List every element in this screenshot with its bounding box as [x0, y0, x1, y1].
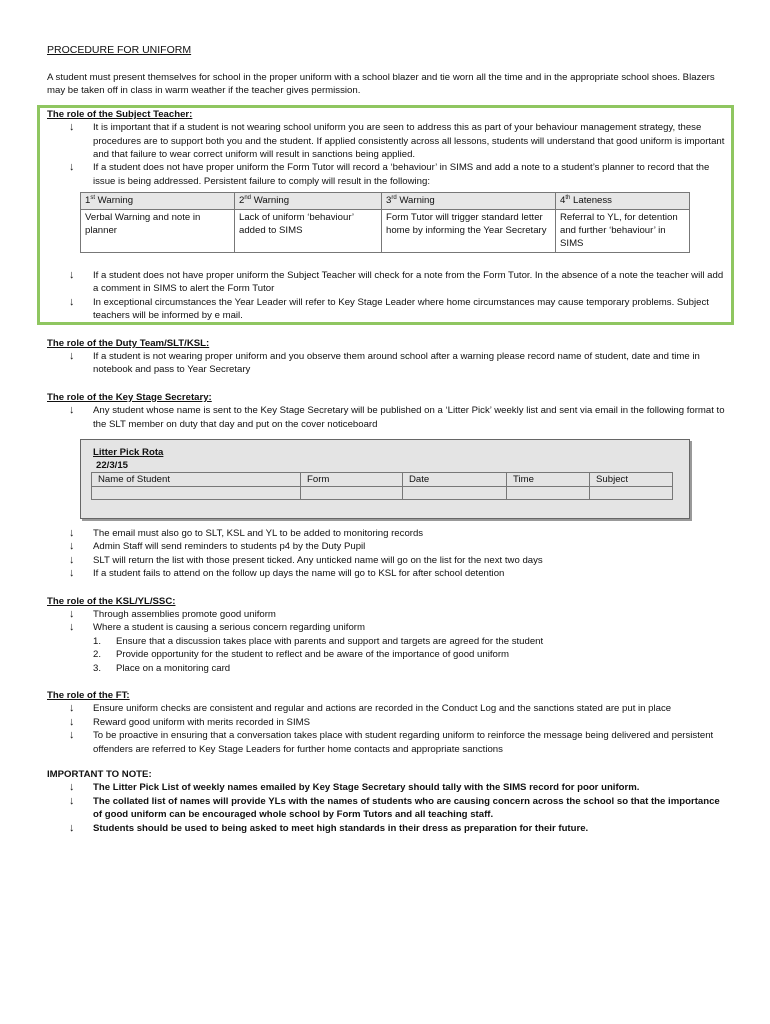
- warning-header-4: 4th Lateness: [556, 193, 690, 209]
- ksl-bullets: [47, 608, 727, 635]
- list-item: ↓ In exceptional circumstances the Year Leader will refer to Key Stage Leader where home circumstances may cause temporary problems. Subject teachers will be informed by e mail.: [69, 295, 709, 322]
- list-item: ↓ Through assemblies promote good uniform: [69, 607, 276, 620]
- list-item: ↓ Students should be used to being asked to meet high standards in their dress as preparation for their future.: [69, 821, 589, 834]
- ft-heading: The role of the FT:: [47, 690, 130, 701]
- down-arrow-icon: ↓: [69, 121, 75, 134]
- list-item: ↓ The Litter Pick List of weekly names emailed by Key Stage Secretary should tally with the SIMS record for poor uniform.: [69, 781, 640, 794]
- important-heading: IMPORTANT TO NOTE:: [47, 769, 152, 781]
- list-item: ↓ The email must also go to SLT, KSL and YL to be added to monitoring records: [69, 526, 424, 539]
- litter-pick-rota: [80, 439, 690, 519]
- table-row: [92, 472, 673, 486]
- list-item: ↓ If a student does not have proper uniform the Form Tutor will record a ‘behaviour’ in SIMS and add a note to a student’s planner to record that the issue is being addressed. Persistent failure to comply will result in the following:: [69, 161, 710, 187]
- rota-date: 22/3/15: [96, 459, 129, 471]
- list-item: ↓ SLT will return the list with those present ticked. Any unticked name will go on the list for the next two days: [69, 553, 543, 566]
- list-item: ↓ Any student whose name is sent to the Key Stage Secretary will be published on a ‘Litter Pick’ weekly list and sent via email in the following format to the SLT member on duty that day and put on the cover noticeboard: [69, 404, 725, 430]
- intro-paragraph: A student must present themselves for school in the proper uniform with a school blazer and tie worn all the time and in the appropriate school shoes. Blazers may be taken off in class in warm weather if the teacher gives permission.: [47, 72, 715, 97]
- list-item: ↓ It is important that if a student is not wearing school uniform you are seen to address this as part of your behaviour management strategy, these procedures are to support both you and the student. If applied consistently across all lessons, students will understand that good uniform is important and that failure to wear correct uniform will result in sanctions being applied.: [69, 121, 725, 161]
- down-arrow-icon: ↓: [69, 715, 75, 728]
- column-header: Form: [301, 472, 403, 486]
- subject-teacher-bullets: [47, 121, 727, 188]
- key-stage-secretary-heading: The role of the Key Stage Secretary:: [47, 391, 212, 403]
- down-arrow-icon: ↓: [69, 794, 75, 807]
- rota-table: [91, 472, 673, 500]
- document: [47, 44, 727, 835]
- table-cell: [403, 486, 507, 499]
- down-arrow-icon: ↓: [69, 567, 75, 580]
- warning-header-3: 3rd Warning: [382, 193, 556, 209]
- warning-header-1: 1st Warning: [81, 193, 235, 209]
- down-arrow-icon: ↓: [69, 540, 75, 553]
- column-header: Time: [507, 472, 590, 486]
- table-cell: [507, 486, 590, 499]
- table-cell: Form Tutor will trigger standard letter home by informing the Year Secretary: [382, 209, 556, 252]
- down-arrow-icon: ↓: [69, 781, 75, 794]
- down-arrow-icon: ↓: [69, 553, 75, 566]
- list-item: ↓ Admin Staff will send reminders to students p4 by the Duty Pupil: [69, 540, 366, 553]
- down-arrow-icon: ↓: [69, 729, 75, 742]
- list-item: ↓ Ensure uniform checks are consistent and regular and actions are recorded in the Conduct Log and the sanctions stated are put in place: [69, 702, 672, 715]
- subject-teacher-bullets-after: [47, 269, 727, 323]
- list-item: 2. Provide opportunity for the student to reflect and be aware of the importance of good uniform: [93, 649, 510, 661]
- list-item: 3. Place on a monitoring card: [93, 662, 231, 674]
- column-header: Name of Student: [92, 472, 301, 486]
- list-item: ↓ The collated list of names will provide YLs with the names of students who are causing concern across the school so that the importance of good uniform can be encouraged whole school by Form Tutors and all teaching staff.: [69, 794, 720, 821]
- duty-team-bullets: [47, 350, 727, 377]
- list-item: ↓ Where a student is causing a serious concern regarding uniform: [69, 621, 365, 634]
- list-item: ↓ If a student is not wearing proper uniform and you observe them around school after a warning please record name of student, date and time in notebook and pass to Year Secretary: [69, 349, 700, 376]
- table-cell: [92, 486, 301, 499]
- down-arrow-icon: ↓: [69, 404, 75, 417]
- warning-header-2: 2nd Warning: [235, 193, 382, 209]
- down-arrow-icon: ↓: [69, 349, 75, 362]
- column-header: Subject: [590, 472, 673, 486]
- ksl-heading: The role of the KSL/YL/SSC:: [47, 595, 176, 607]
- down-arrow-icon: ↓: [69, 702, 75, 715]
- down-arrow-icon: ↓: [69, 268, 75, 281]
- important-bullets: [47, 781, 727, 835]
- down-arrow-icon: ↓: [69, 161, 75, 174]
- ksl-numbered-list: [47, 635, 727, 675]
- key-stage-secretary-bullets: [47, 404, 727, 431]
- table-row: [92, 486, 673, 499]
- table-cell: [590, 486, 673, 499]
- down-arrow-icon: ↓: [69, 526, 75, 539]
- table-cell: Referral to YL, for detention and further ‘behaviour’ in SIMS: [556, 209, 690, 252]
- down-arrow-icon: ↓: [69, 621, 75, 634]
- list-item: ↓ To be proactive in ensuring that a conversation takes place with student regarding uniform to reinforce the message being delivered and persistent offenders are referred to Key Stage Leaders for further home contacts and appropriate sanctions: [69, 729, 714, 755]
- down-arrow-icon: ↓: [69, 295, 75, 308]
- down-arrow-icon: ↓: [69, 607, 75, 620]
- down-arrow-icon: ↓: [69, 821, 75, 834]
- warning-table: [80, 192, 690, 253]
- ft-bullets: [47, 702, 727, 756]
- key-stage-secretary-bullets-after: [47, 527, 727, 581]
- table-cell: Lack of uniform ‘behaviour’ added to SIMS: [235, 209, 382, 252]
- list-item: ↓ Reward good uniform with merits recorded in SIMS: [69, 715, 311, 728]
- subject-teacher-heading: The role of the Subject Teacher:: [47, 108, 193, 120]
- list-item: ↓ If a student fails to attend on the follow up days the name will go to KSL for after school detention: [69, 567, 505, 580]
- rota-title: Litter Pick Rota: [93, 446, 164, 458]
- table-row: [81, 209, 690, 252]
- table-cell: Verbal Warning and note in planner: [81, 209, 235, 252]
- list-item: 1. Ensure that a discussion takes place with parents and support and targets are agreed for the student: [93, 635, 544, 647]
- document-title: PROCEDURE FOR UNIFORM: [47, 44, 192, 56]
- column-header: Date: [403, 472, 507, 486]
- duty-team-heading: The role of the Duty Team/SLT/KSL:: [47, 337, 210, 349]
- table-cell: [301, 486, 403, 499]
- list-item: ↓ If a student does not have proper uniform the Subject Teacher will check for a note from the Form Tutor. In the absence of a note the teacher will add a comment in SIMS to alert the Form Tutor: [69, 268, 724, 295]
- table-row: [81, 193, 690, 209]
